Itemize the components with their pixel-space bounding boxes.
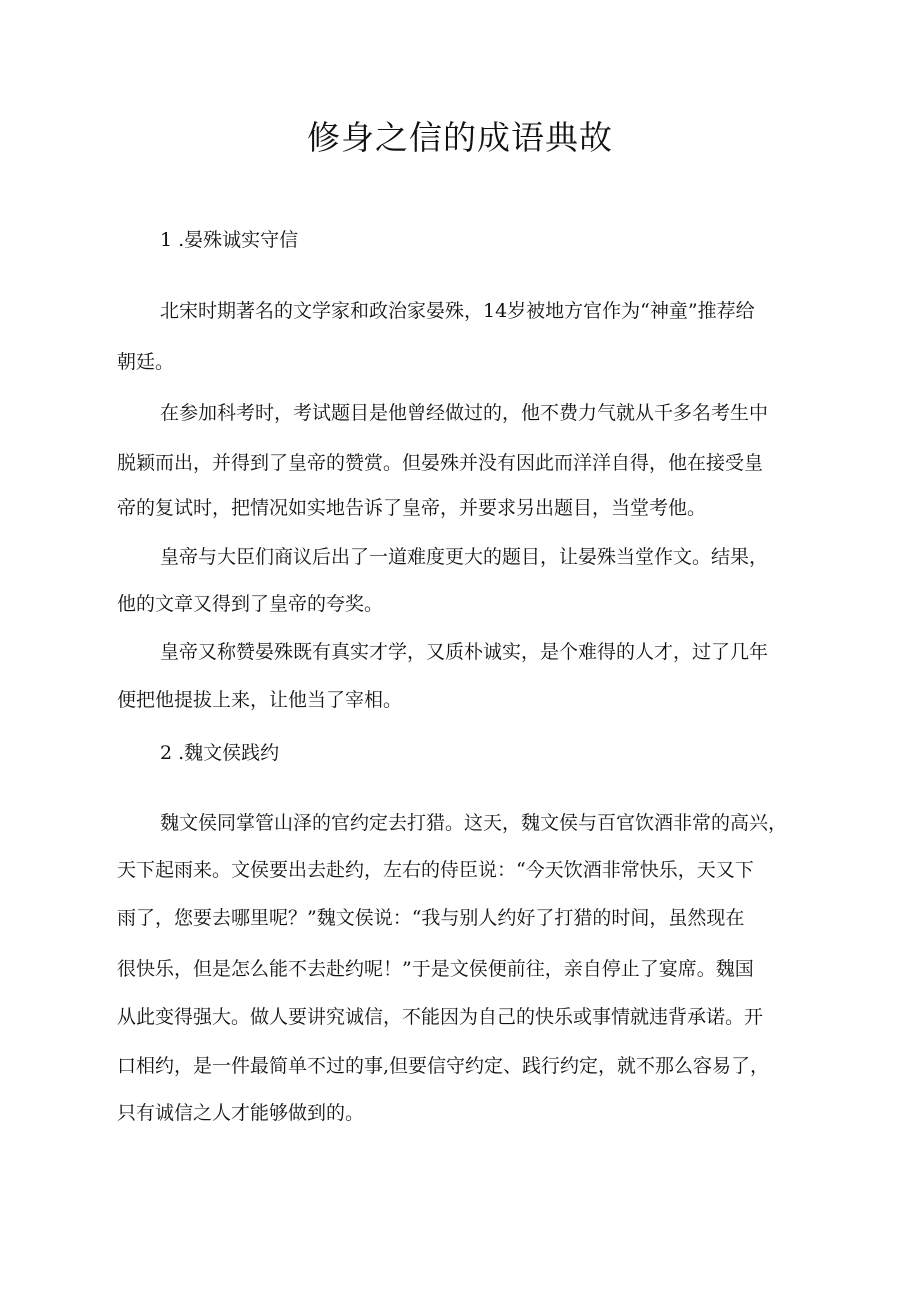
paragraph-line: 天下起雨来。文侯要出去赴约，左右的侍臣说：“今天饮酒非常快乐，天又下 xyxy=(117,859,754,881)
paragraph-line: 口相约，是一件最简单不过的事,但要信守约定、践行约定，就不那么容易了， xyxy=(117,1055,770,1077)
paragraph-line: 从此变得强大。做人要讲究诚信，不能因为自己的快乐或事情就违背承诺。开 xyxy=(117,1006,764,1028)
paragraph-line: 在参加科考时，考试题目是他曾经做过的，他不费力气就从千多名考生中 xyxy=(160,402,769,424)
paragraph-line: 皇帝又称赞晏殊既有真实才学，又质朴诚实，是个难得的人才，过了几年 xyxy=(160,641,769,663)
paragraph-line: 只有诚信之人才能够做到的。 xyxy=(117,1102,365,1124)
document-title: 修身之信的成语典故 xyxy=(307,118,613,157)
paragraph-line: 他的文章又得到了皇帝的夸奖。 xyxy=(117,593,384,615)
paragraph-line: 北宋时期著名的文学家和政治家晏殊，14岁被地方官作为“神童”推荐给 xyxy=(160,300,755,322)
paragraph-line: 便把他提拔上来，让他当了宰相。 xyxy=(117,689,403,711)
paragraph-line: 皇帝与大臣们商议后出了一道难度更大的题目，让晏殊当堂作文。结果， xyxy=(160,546,769,568)
paragraph-line: 魏文侯同掌管山泽的官约定去打猎。这天，魏文侯与百官饮酒非常的高兴， xyxy=(160,812,788,834)
paragraph-line: 雨了，您要去哪里呢？”魏文侯说：“我与别人约好了打猎的时间，虽然现在 xyxy=(117,907,745,929)
paragraph-line: 帝的复试时，把情况如实地告诉了皇帝，并要求另出题目，当堂考他。 xyxy=(117,497,707,519)
section-heading: 1 .晏殊诚实守信 xyxy=(160,229,299,251)
paragraph-line: 脱颖而出，并得到了皇帝的赞赏。但晏殊并没有因此而洋洋自得，他在接受皇 xyxy=(117,452,764,474)
paragraph-line: 很快乐，但是怎么能不去赴约呢！”于是文侯便前往，亲自停止了宴席。魏国 xyxy=(117,958,754,980)
paragraph-line: 朝廷。 xyxy=(117,351,175,373)
section-heading: 2 .魏文侯践约 xyxy=(160,742,280,764)
